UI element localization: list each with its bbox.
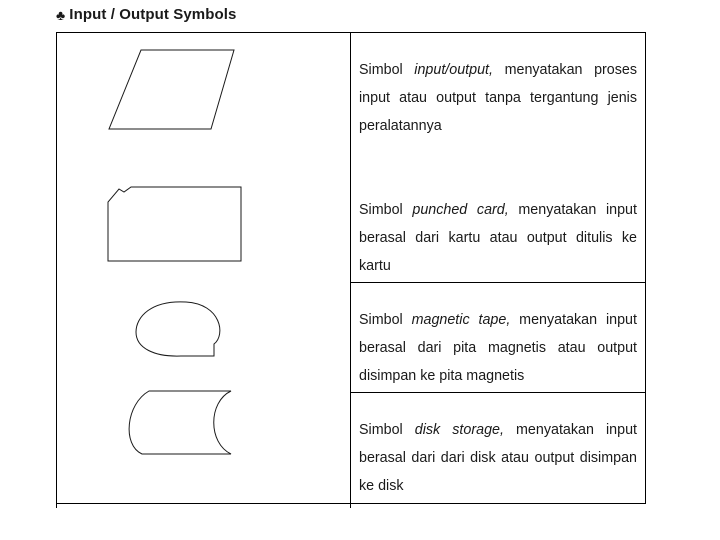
symbol-description-input-output: Simbol input/output, menyatakan proses input atau output tanpa tergantung jenis peralatannya: [359, 62, 637, 134]
club-bullet-icon: ♣: [56, 6, 66, 23]
page-title: Input / Output Symbols: [69, 6, 237, 23]
symbol-drawings: [56, 32, 350, 508]
row-divider-1: [350, 282, 646, 283]
parallelogram-icon: [109, 50, 234, 129]
symbol-table: [56, 32, 646, 508]
symbol-description-punched-card: Simbol punched card, menyatakan input berasal dari kartu atau output ditulis ke kartu: [359, 202, 637, 274]
symbol-description-disk-storage: Simbol disk storage, menyatakan input berasal dari dari disk atau output disimpan ke disk: [359, 422, 637, 494]
symbol-description-magnetic-tape: Simbol magnetic tape, menyatakan input berasal dari pita magnetis atau output disimpan ke pita magnetis: [359, 312, 637, 384]
punched-card-icon: [108, 187, 241, 261]
magnetic-tape-icon: [136, 302, 220, 356]
disk-storage-icon: [129, 391, 231, 454]
page-heading: [56, 6, 236, 23]
table-column-divider: [350, 32, 351, 508]
table-border-right: [645, 32, 646, 504]
row-divider-2: [350, 392, 646, 393]
